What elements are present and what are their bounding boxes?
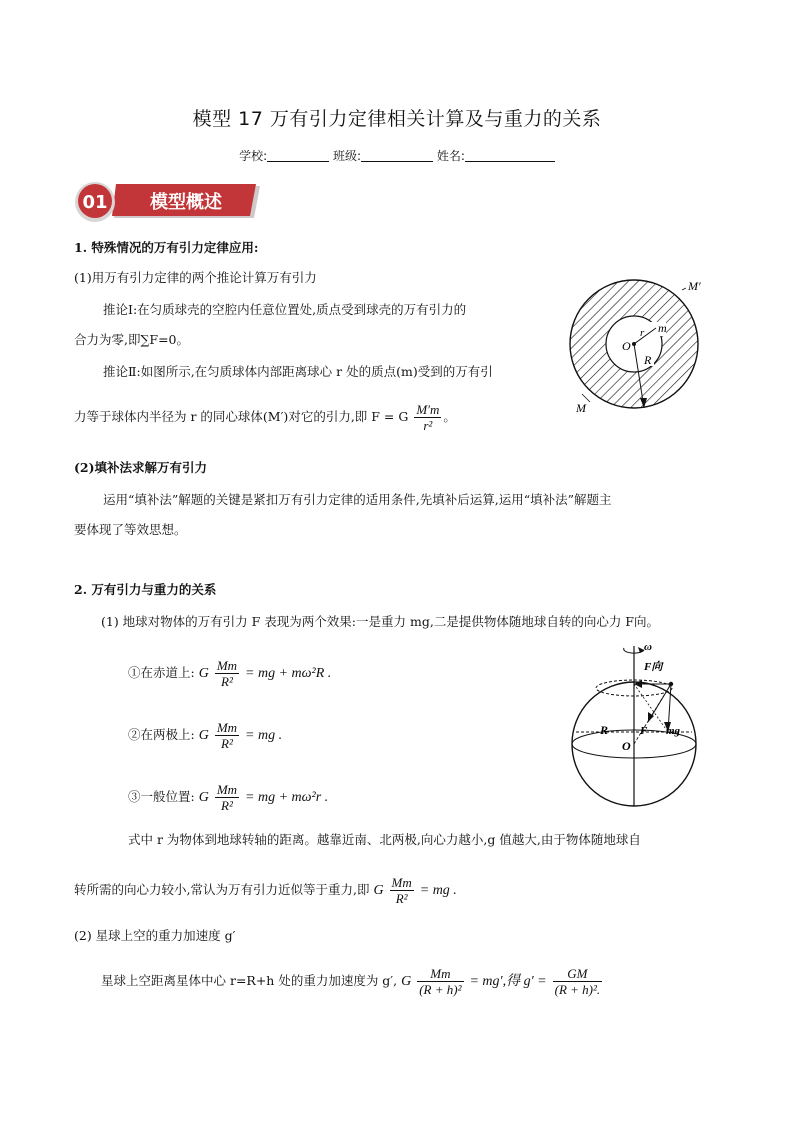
eq1-G: G xyxy=(198,666,209,681)
note-numerator: Mm xyxy=(391,875,412,890)
eq3-denominator: R² xyxy=(221,798,233,813)
eq1-numerator: Mm xyxy=(216,658,238,673)
eq3-rhs: = mg + mω²r . xyxy=(245,790,329,805)
label-R: R xyxy=(644,353,652,367)
eq2-rhs: = mg . xyxy=(245,728,283,743)
label-r: r xyxy=(640,327,645,339)
label-M: M xyxy=(576,401,586,415)
fill-method-line2: 要体现了等效思想。 xyxy=(74,522,187,537)
eq2-numerator: Mm xyxy=(216,720,238,735)
last-denominator2: (R + h)². xyxy=(554,982,601,997)
last-denominator: (R + h)² xyxy=(419,982,462,997)
last-numerator2: GM xyxy=(553,966,603,982)
fraction-numerator: M′m xyxy=(416,402,440,417)
eq2-label: ②在两极上: xyxy=(128,727,195,742)
eq2-denominator: R² xyxy=(221,736,233,751)
name-blank xyxy=(465,149,555,162)
last-equation-line xyxy=(101,966,604,997)
eq1-denominator: R² xyxy=(221,674,233,689)
label-O: O xyxy=(622,339,631,353)
equation-general xyxy=(128,782,328,813)
eq1-label: ①在赤道上: xyxy=(128,665,195,680)
label-O-earth: O xyxy=(622,739,631,753)
note-denominator: R² xyxy=(395,891,408,906)
banner-number: 01 xyxy=(82,192,108,213)
last-text: 星球上空距离星体中心 r=R+h 处的重力加速度为 g′, xyxy=(101,973,398,988)
section1-sub2: (2)填补法求解万有引力 xyxy=(74,460,208,475)
last-fraction2 xyxy=(553,966,603,997)
fill-method-line1: 运用“填补法”解题的关键是紧扣万有引力定律的适用条件,先填补后运算,运用“填补法”解题主 xyxy=(103,492,612,507)
last-fraction xyxy=(417,966,463,997)
inference1-line1: 推论Ⅰ:在匀质球壳的空腔内任意位置处,质点受到球壳的万有引力的 xyxy=(103,302,467,317)
label-F-xiang: F向 xyxy=(644,661,663,673)
eq3-label: ③一般位置: xyxy=(128,789,195,804)
last-G: G xyxy=(401,974,412,989)
note-fraction xyxy=(390,875,414,906)
equation-equator xyxy=(128,658,331,689)
inference2-line2: 力等于球体内半径为 r 的同心球体(M′)对它的引力,即 F = G $\frac{M'm}{\text{r²}}$ 。 xyxy=(74,402,456,433)
equation-poles xyxy=(128,720,282,751)
label-M-prime: M′ xyxy=(688,279,701,293)
label-m: m xyxy=(658,321,667,335)
note-rhs: = mg . xyxy=(419,883,457,898)
note-line1: 式中 r 为物体到地球转轴的距离。越靠近南、北两极,向心力越小,g 值越大,由于物体随地球自 xyxy=(128,832,641,847)
banner-label: 模型概述 xyxy=(150,192,222,213)
eq2-G: G xyxy=(198,728,209,743)
inference2-line1: 推论Ⅱ:如图所示,在匀质球体内部距离球心 r 处的质点(m)受到的万有引 xyxy=(103,364,493,379)
fraction-denominator: r² xyxy=(423,418,433,433)
section2-sub2: (2) 星球上空的重力加速度 g′ xyxy=(74,928,236,943)
eq3-G: G xyxy=(198,790,209,805)
school-blank xyxy=(267,149,329,162)
eq1-fraction xyxy=(215,658,239,689)
page-title: 模型 17 万有引力定律相关计算及与重力的关系 xyxy=(192,108,602,130)
note-line2 xyxy=(74,875,457,906)
eq2-fraction xyxy=(215,720,239,751)
name-label: 姓名: xyxy=(436,149,465,163)
last-mid: = mg′,得 g′ = xyxy=(469,974,547,989)
label-mg: mg xyxy=(666,725,681,737)
inference2-fraction xyxy=(414,402,441,433)
inference1-line2: 合力为零,即∑F=0。 xyxy=(74,332,189,347)
note-G: G xyxy=(373,883,384,898)
section1-heading: 1. 特殊情况的万有引力定律应用: xyxy=(74,240,259,255)
last-numerator: Mm xyxy=(417,966,463,982)
section2-heading: 2. 万有引力与重力的关系 xyxy=(74,582,217,597)
school-label: 学校: xyxy=(239,149,268,163)
section2-p1: (1) 地球对物体的万有引力 F 表现为两个效果:一是重力 mg,二是提供物体随地球自转的向心力 F向。 xyxy=(101,614,659,629)
label-omega: ω xyxy=(644,641,652,653)
label-R-earth: R xyxy=(600,723,609,737)
eq1-rhs: = mg + mω²R . xyxy=(245,666,332,681)
sphere-cross-section-figure xyxy=(560,270,720,420)
section-banner xyxy=(74,180,260,224)
school-info-line xyxy=(0,147,794,164)
eq3-fraction xyxy=(215,782,239,813)
earth-gravity-figure xyxy=(568,638,718,810)
class-label: 班级: xyxy=(332,149,362,163)
eq3-numerator: Mm xyxy=(216,782,238,797)
note-text: 转所需的向心力较小,常认为万有引力近似等于重力,即 xyxy=(74,882,370,897)
inference2-text: 力等于球体内半径为 r 的同心球体(M′)对它的引力,即 F = G xyxy=(74,409,409,424)
label-F: F xyxy=(640,725,648,737)
section1-sub1: (1)用万有引力定律的两个推论计算万有引力 xyxy=(74,270,317,285)
class-blank xyxy=(361,149,433,162)
